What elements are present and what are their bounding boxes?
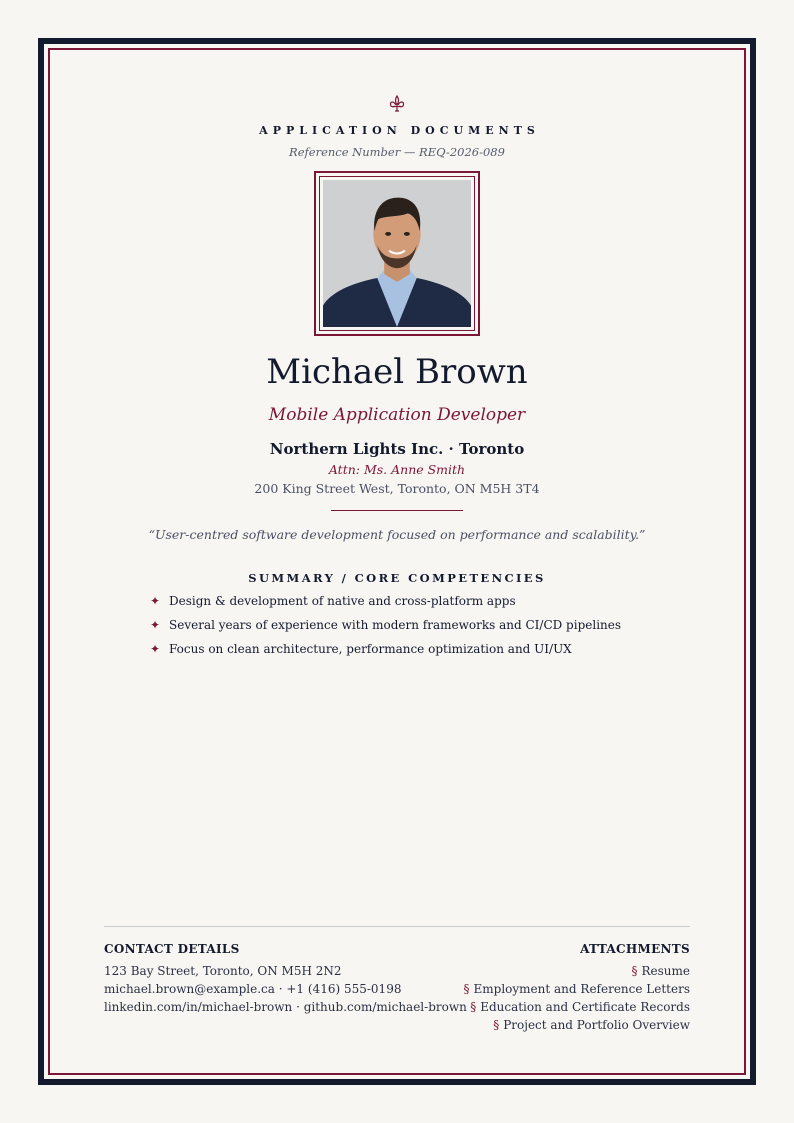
recipient-address: 200 King Street West, Toronto, ON M5H 3T4 bbox=[254, 481, 540, 496]
portrait-photo bbox=[323, 180, 471, 327]
summary-list bbox=[150, 594, 670, 666]
list-item-text: Focus on clean architecture, performance optimization and UI/UX bbox=[169, 642, 572, 656]
section-sign-icon: § bbox=[493, 1018, 500, 1032]
divider bbox=[331, 510, 463, 511]
applicant-name: Michael Brown bbox=[266, 352, 528, 392]
attachment-item: § Employment and Reference Letters bbox=[463, 982, 690, 996]
document-header bbox=[0, 94, 794, 159]
attachment-item: § Project and Portfolio Overview bbox=[493, 1018, 690, 1032]
list-item bbox=[150, 594, 670, 618]
list-item-text: Several years of experience with modern frameworks and CI/CD pipelines bbox=[169, 618, 622, 632]
attachments-title: ATTACHMENTS bbox=[580, 942, 690, 956]
attachment-item: § Resume bbox=[631, 964, 690, 978]
document-label: APPLICATION DOCUMENTS bbox=[259, 124, 540, 137]
section-sign-icon: § bbox=[463, 982, 470, 996]
list-item-text: Design & development of native and cross-platform apps bbox=[169, 594, 516, 608]
four-point-star-icon: ✦ bbox=[150, 618, 161, 632]
four-point-star-icon: ✦ bbox=[150, 594, 161, 608]
list-item bbox=[150, 642, 670, 666]
summary-title: SUMMARY / CORE COMPETENCIES bbox=[248, 571, 546, 585]
applicant-role: Mobile Application Developer bbox=[268, 405, 526, 425]
attachment-item: § Education and Certificate Records bbox=[470, 1000, 690, 1014]
fleur-de-lis-icon bbox=[387, 94, 407, 114]
four-point-star-icon: ✦ bbox=[150, 642, 161, 656]
reference-number: Reference Number — REQ-2026-089 bbox=[289, 145, 505, 159]
attachments bbox=[390, 942, 690, 1034]
photo-frame bbox=[314, 171, 480, 336]
contact-title: CONTACT DETAILS bbox=[104, 942, 240, 956]
recipient-company: Northern Lights Inc. · Toronto bbox=[269, 440, 525, 458]
tagline-quote: “User-centred software development focused on performance and scalability.” bbox=[148, 527, 646, 542]
section-sign-icon: § bbox=[470, 1000, 477, 1014]
footer-divider bbox=[104, 926, 690, 927]
recipient-attention: Attn: Ms. Anne Smith bbox=[328, 462, 466, 477]
contact-address: 123 Bay Street, Toronto, ON M5H 2N2 bbox=[104, 964, 342, 978]
contact-email-phone[interactable]: michael.brown@example.ca · +1 (416) 555-0198 bbox=[104, 982, 402, 996]
contact-profiles[interactable]: linkedin.com/in/michael-brown · github.com/michael-brown bbox=[104, 1000, 467, 1014]
list-item bbox=[150, 618, 670, 642]
section-sign-icon: § bbox=[631, 964, 638, 978]
